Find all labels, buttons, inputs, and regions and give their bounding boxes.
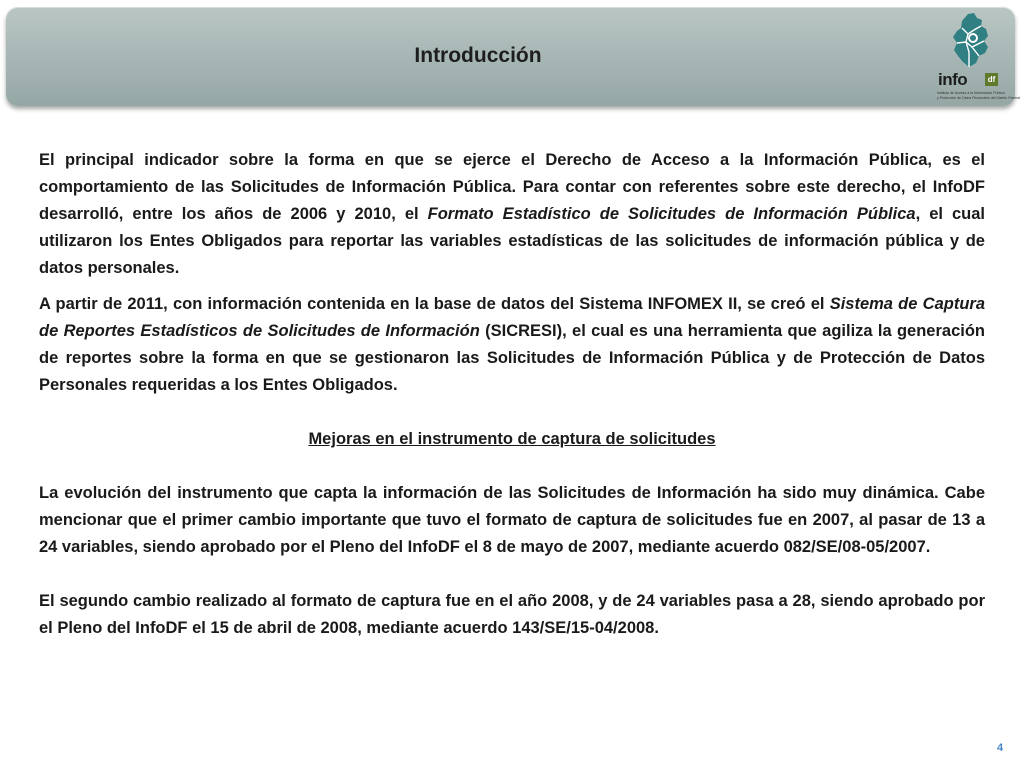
- page-title: Introducción: [414, 44, 542, 67]
- paragraph-intro-text-1: El principal indicador sobre la forma en que se ejerce el Derecho de Acceso a la Información Pública, es el comportamiento de las Solicitudes de Información Pública. Para contar con referentes sobre este derecho, el InfoDF desarrolló, entre los años de 2006 y 2010, el: [39, 151, 985, 223]
- logo-subline-1: Instituto de Acceso a la Información Pública: [937, 91, 1005, 95]
- section-subheading: Mejoras en el instrumento de captura de solicitudes: [308, 430, 716, 448]
- logo-subline-2: y Protección de Datos Personales del Distrito Federal: [937, 96, 1021, 100]
- logo-wordmark: info: [938, 70, 968, 89]
- logo-df-badge: df: [985, 73, 998, 86]
- slide-content: [39, 147, 985, 642]
- paragraph-intro: [39, 147, 985, 282]
- mexico-city-map-icon: [948, 12, 994, 72]
- page-number: 4: [996, 742, 1004, 754]
- paragraph-sicresi-text-1: A partir de 2011, con información contenida en la base de datos del Sistema INFOMEX II, se creó el: [39, 295, 830, 313]
- paragraph-first-change: La evolución del instrumento que capta la información de las Solicitudes de Información ha sido muy dinámica. Cabe mencionar que el primer cambio importante que tuvo el formato de captura de solicitudes fue en 2007, al pasar de 13 a 24 variables, siendo aprobado por el Pleno del InfoDF el 8 de mayo de 2007, mediante acuerdo 082/SE/08-05/2007.: [39, 484, 985, 556]
- infodf-logo: [932, 12, 1021, 104]
- paragraph-intro-text-2: , el cual utilizaron los Entes Obligados para reportar las variables estadísticas de las solicitudes de información pública y de datos personales.: [39, 205, 986, 277]
- paragraph-sicresi-italic: Sistema de Captura de Reportes Estadísticos de Solicitudes de Información: [39, 295, 985, 340]
- paragraph-sicresi: [39, 291, 985, 399]
- paragraph-intro-italic: Formato Estadístico de Solicitudes de Información Pública: [427, 205, 916, 223]
- paragraph-sicresi-text-2: (SICRESI), el cual es una herramienta que agiliza la generación de reportes sobre la forma en que se gestionaron las Solicitudes de Información Pública y de Protección de Datos Personales requeridas a los Entes Obligados.: [39, 322, 985, 394]
- paragraph-second-change: El segundo cambio realizado al formato de captura fue en el año 2008, y de 24 variables pasa a 28, siendo aprobado por el Pleno del InfoDF el 15 de abril de 2008, mediante acuerdo 143/SE/15-04/2008.: [39, 592, 985, 637]
